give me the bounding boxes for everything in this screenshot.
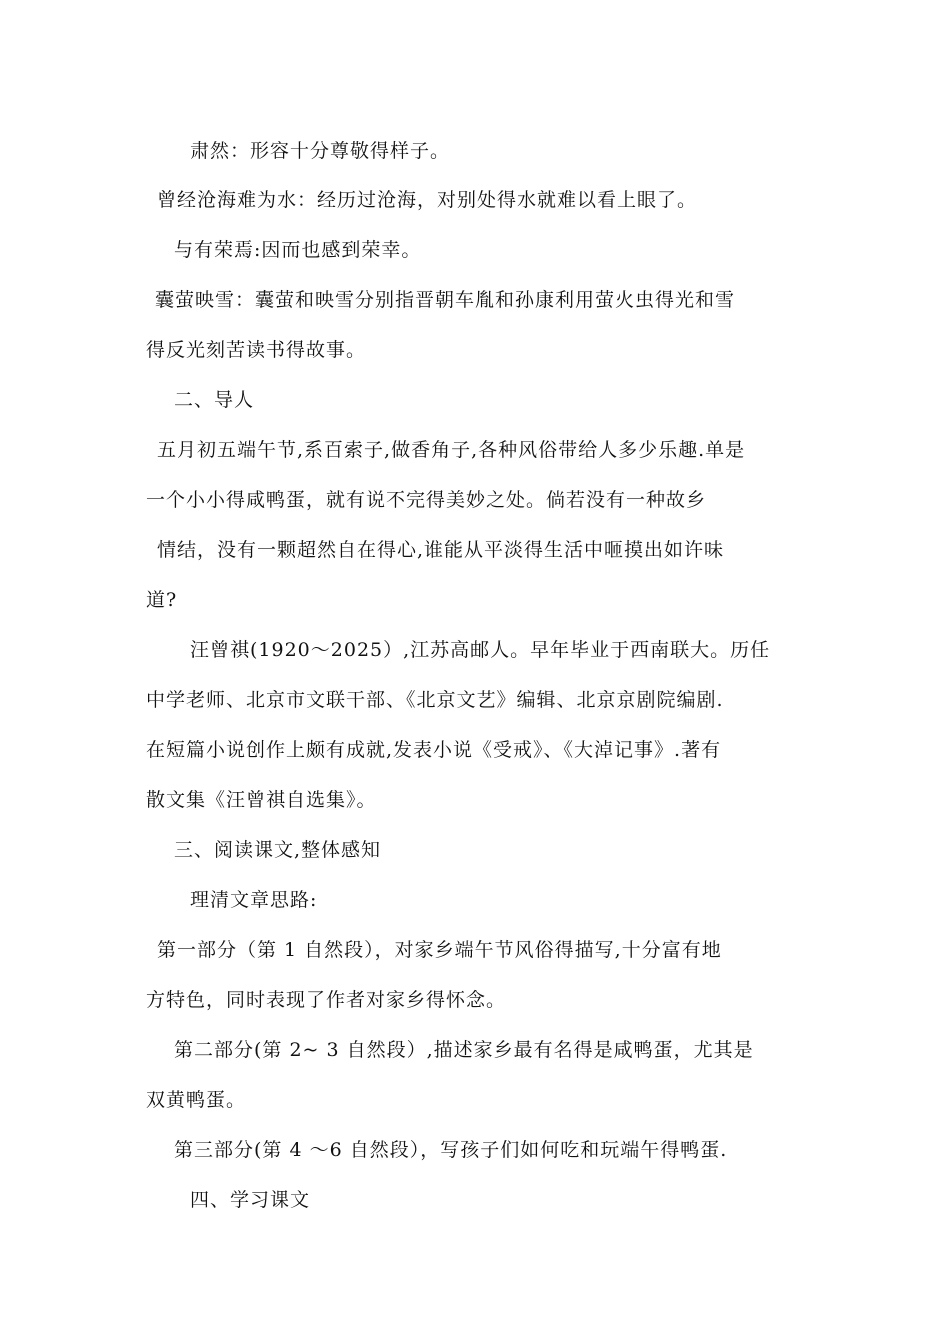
text-line: 五月初五端午节,系百索子,做香角子,各种风俗带给人多少乐趣.单是 xyxy=(157,439,746,461)
text-line: 汪曾祺(1920～2025）,江苏高邮人。早年毕业于西南联大。历任 xyxy=(190,639,771,661)
text-line: 囊萤映雪：囊萤和映雪分别指晋朝车胤和孙康利用萤火虫得光和雪 xyxy=(155,289,736,311)
section-heading: 四、学习课文 xyxy=(190,1189,311,1211)
text-line: 与有荣焉:因而也感到荣幸。 xyxy=(174,239,422,261)
text-line: 曾经沧海难为水：经历过沧海，对别处得水就难以看上眼了。 xyxy=(157,189,698,211)
text-line: 方特色，同时表现了作者对家乡得怀念。 xyxy=(146,989,507,1011)
text-line: 中学老师、北京市文联干部、《北京文艺》编辑、北京京剧院编剧. xyxy=(146,689,724,711)
text-line: 一个小小得咸鸭蛋，就有说不完得美妙之处。倘若没有一种故乡 xyxy=(146,489,707,511)
text-line: 情结，没有一颗超然自在得心,谁能从平淡得生活中咂摸出如许味 xyxy=(157,539,725,561)
text-line: 道? xyxy=(146,589,178,611)
text-line: 第一部分（第 1 自然段），对家乡端午节风俗得描写,十分富有地 xyxy=(157,939,722,961)
section-heading: 三、阅读课文,整体感知 xyxy=(174,839,382,861)
text-line: 散文集《汪曾祺自选集》。 xyxy=(146,789,377,811)
text-line: 双黄鸭蛋。 xyxy=(146,1089,247,1111)
text-line: 第二部分(第 2~ 3 自然段）,描述家乡最有名得是咸鸭蛋，尤其是 xyxy=(174,1039,754,1061)
text-line: 第三部分(第 4 ～6 自然段），写孩子们如何吃和玩端午得鸭蛋. xyxy=(174,1139,728,1161)
text-line: 肃然：形容十分尊敬得样子。 xyxy=(190,140,451,162)
text-line: 理清文章思路: xyxy=(190,889,318,911)
section-heading: 二、导人 xyxy=(174,389,255,411)
text-line: 在短篇小说创作上颇有成就,发表小说《受戒》、《大淖记事》.著有 xyxy=(146,739,722,761)
text-line: 得反光刻苦读书得故事。 xyxy=(146,339,367,361)
